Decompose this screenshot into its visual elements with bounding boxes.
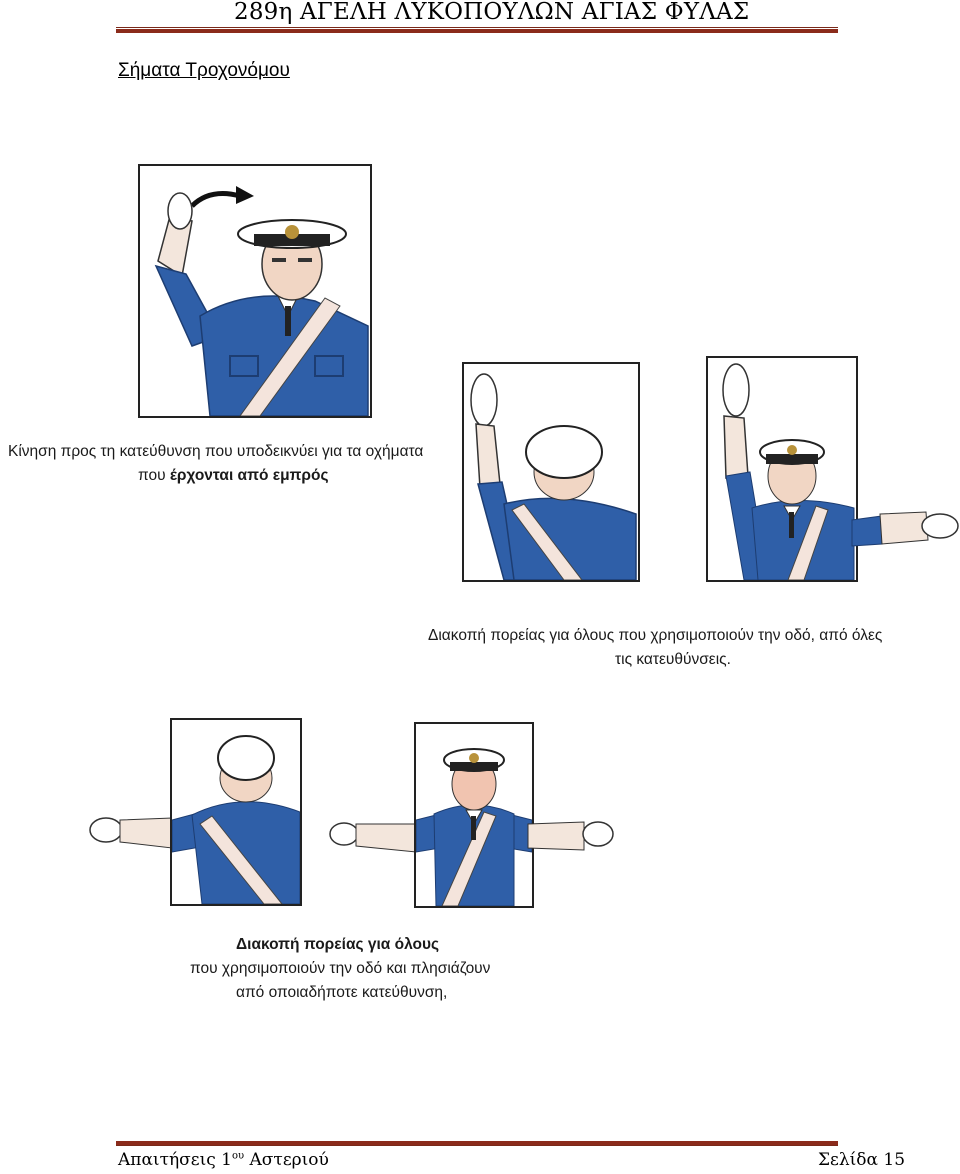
officer-raised-hand-front-illustration bbox=[708, 358, 858, 580]
signal-2-front-frame bbox=[706, 356, 858, 582]
officer-arms-out-back-illustration bbox=[172, 720, 300, 904]
signal-2-caption-line2: τις κατευθύνσεις. bbox=[615, 651, 731, 668]
footer-left-prefix: Απαιτήσεις 1 bbox=[118, 1150, 233, 1170]
signal-3-right-arm bbox=[528, 812, 614, 858]
signal-3-caption-line1 bbox=[236, 933, 439, 957]
footer-left-suffix: Αστεριού bbox=[244, 1150, 329, 1170]
page-heading: Σήματα Τροχονόμου bbox=[118, 60, 290, 81]
signal-3-caption-line3: από οποιαδήποτε κατεύθυνση, bbox=[236, 984, 448, 1001]
signal-1-caption-line1: Κίνηση προς τη κατεύθυνση που υποδεικνύει για τα οχήματα bbox=[8, 443, 424, 460]
header-rule bbox=[116, 27, 838, 33]
page-number: Σελίδα 15 bbox=[818, 1150, 906, 1170]
signal-3-caption-bold: Διακοπή πορείας για όλους bbox=[236, 936, 440, 953]
signal-3-left-arm bbox=[88, 808, 178, 858]
signal-3-front-frame bbox=[414, 722, 534, 908]
signal-1-frame bbox=[138, 164, 372, 418]
signal-1-caption-line2 bbox=[138, 464, 329, 488]
footer-requirements bbox=[118, 1150, 329, 1170]
footer-left-sup: ου bbox=[232, 1150, 245, 1162]
signal-1-caption-bold: έρχονται από εμπρός bbox=[169, 467, 329, 484]
footer-rule bbox=[116, 1140, 838, 1146]
header-title: 289η ΑΓΕΛΗ ΛΥΚΟΠΟΥΛΩΝ ΑΓΙΑΣ ΦΥΛΑΣ bbox=[234, 0, 750, 25]
officer-raised-hand-back-illustration bbox=[464, 364, 638, 580]
signal-2-caption-line1: Διακοπή πορείας για όλους που χρησιμοποιούν την οδό, από όλες bbox=[428, 627, 883, 644]
signal-2-extended-arm bbox=[852, 500, 960, 560]
officer-arms-out-front-illustration bbox=[416, 724, 532, 906]
signal-3-caption-line2: που χρησιμοποιούν την οδό και πλησιάζουν bbox=[190, 960, 491, 977]
signal-1-caption-prefix: που bbox=[138, 467, 170, 484]
officer-waving-illustration bbox=[140, 166, 370, 416]
signal-3-back-frame bbox=[170, 718, 302, 906]
signal-2-back-frame bbox=[462, 362, 640, 582]
signal-3-middle-arm bbox=[328, 814, 418, 860]
